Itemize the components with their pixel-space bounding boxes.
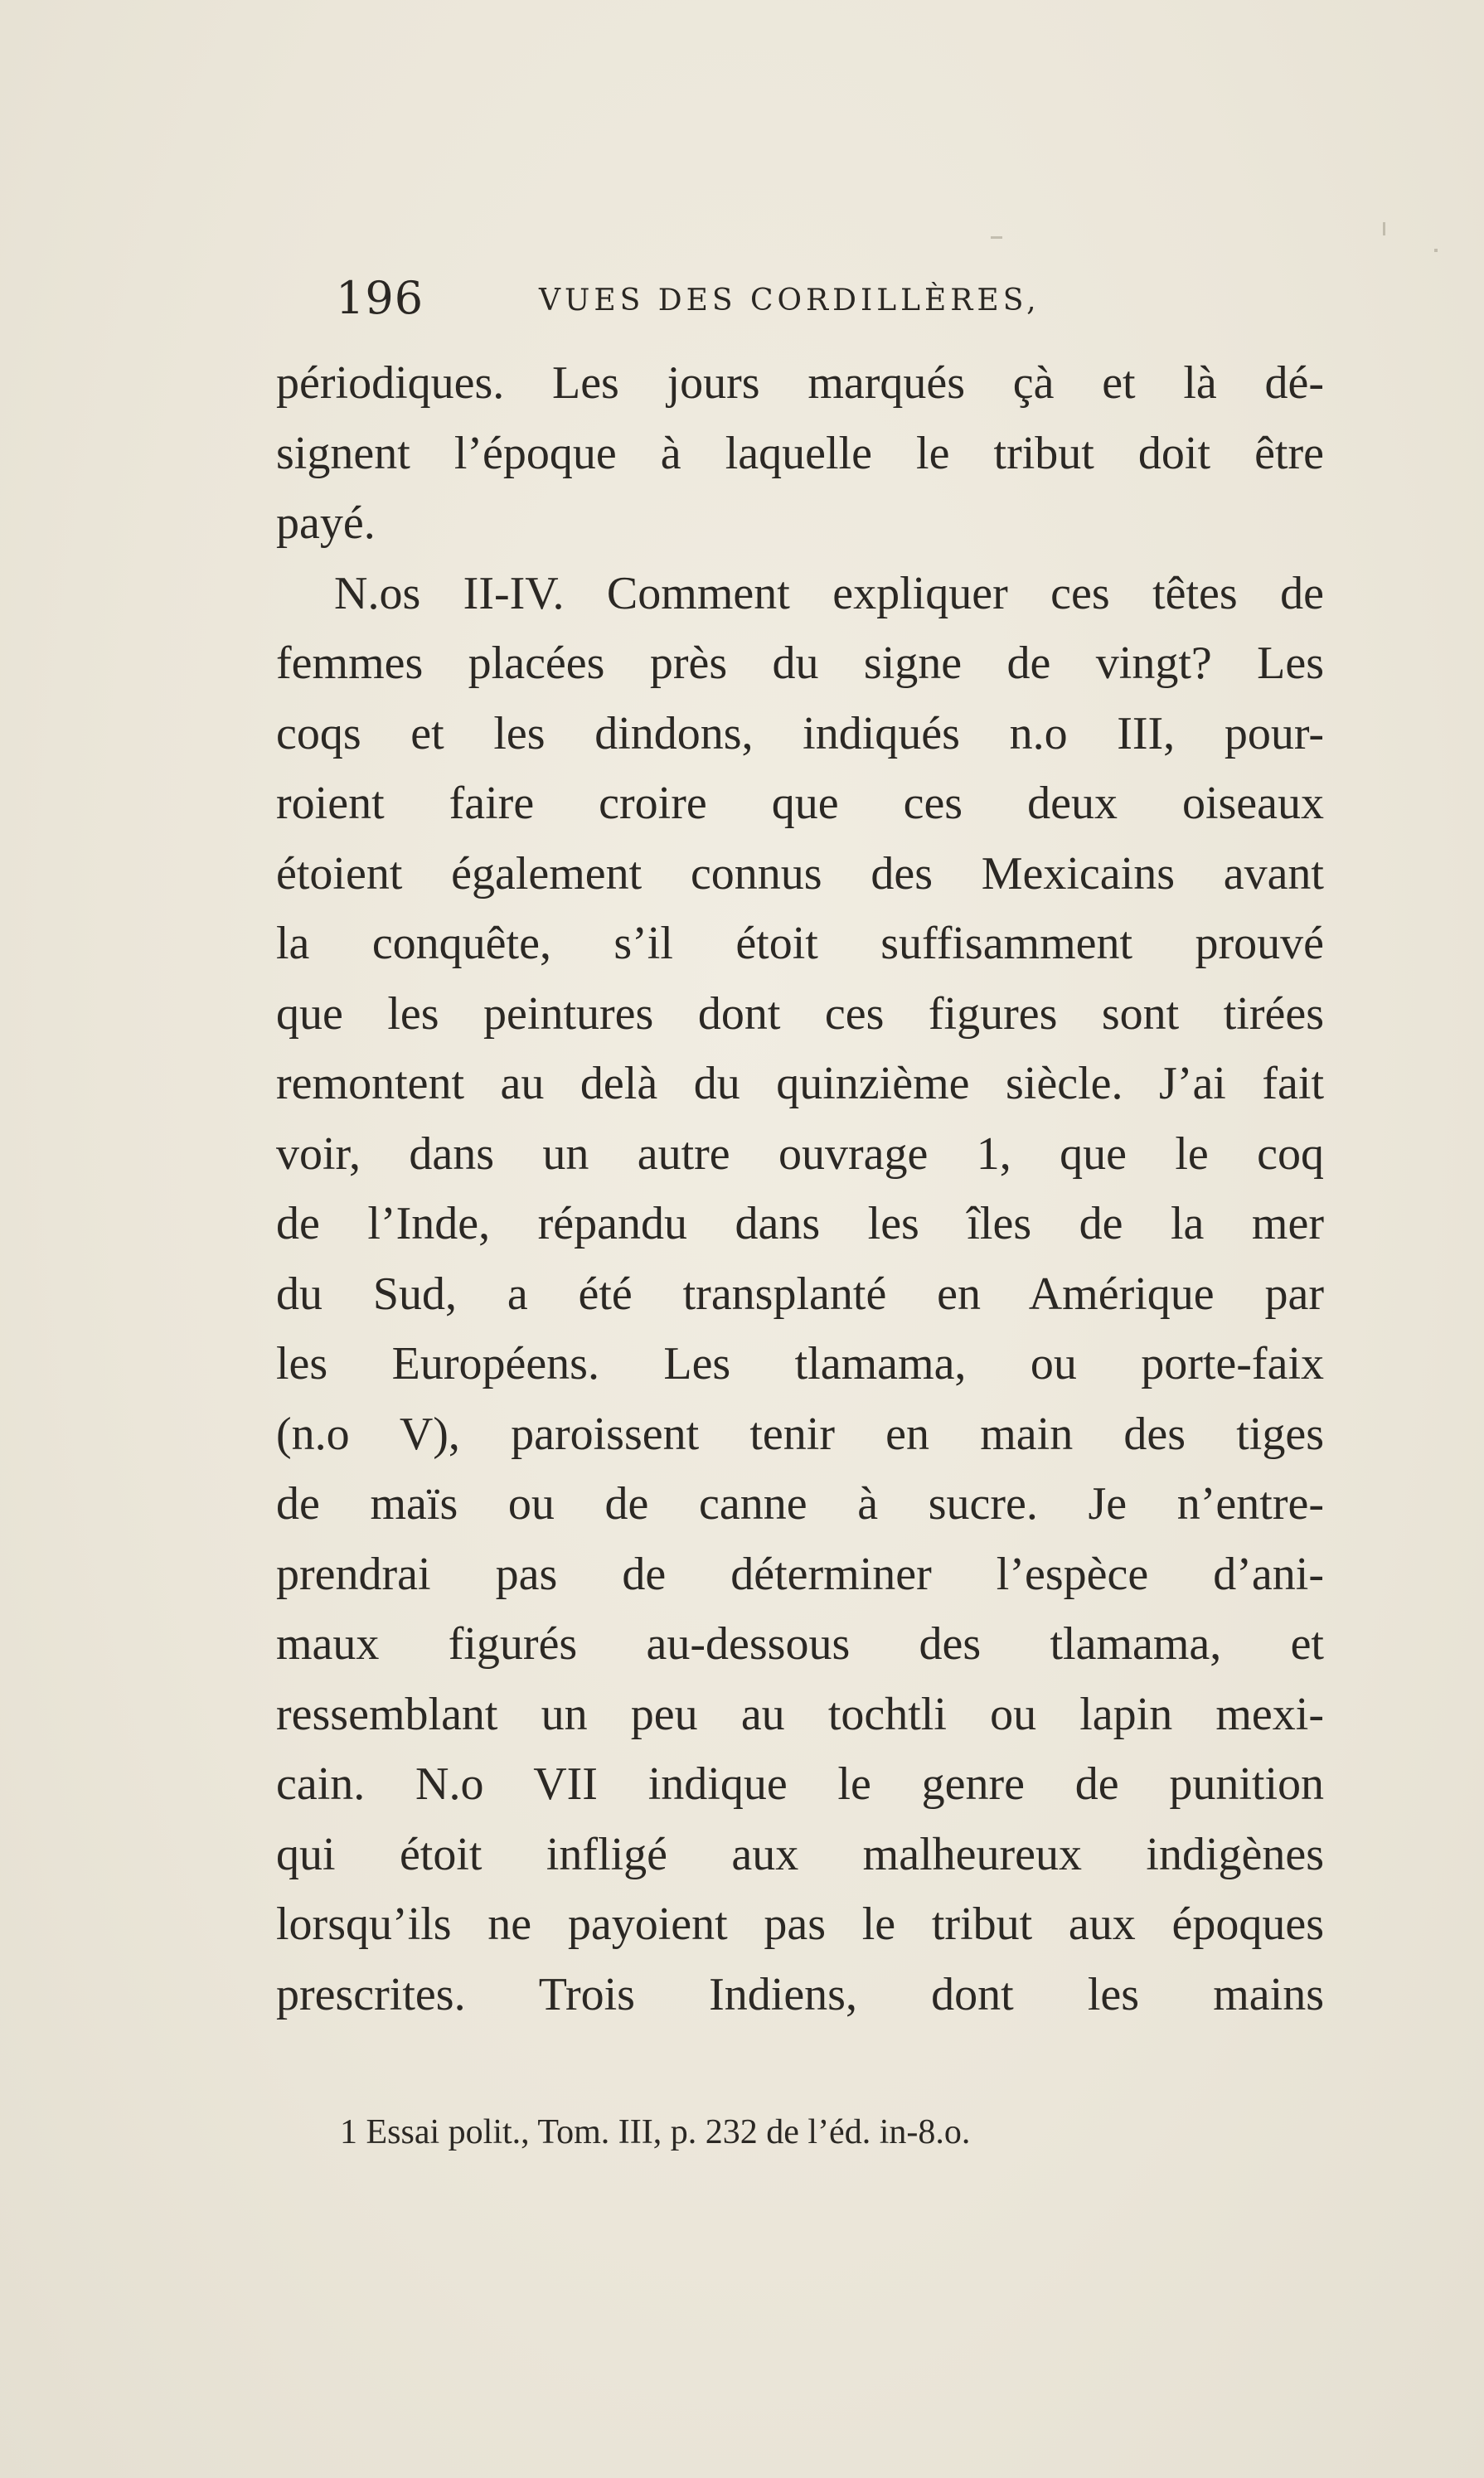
text-line: maux figurés au-dessous des tlamama, et	[276, 1618, 1324, 1670]
text-line: signent l’époque à laquelle le tribut doit être	[276, 427, 1324, 479]
text-line: du Sud, a été transplanté en Amérique par	[276, 1268, 1324, 1320]
body-text	[276, 348, 1324, 2029]
text-line: cain. N.o VII indique le genre de punition	[276, 1758, 1324, 1810]
text-line: ressemblant un peu au tochtli ou lapin mexi-	[276, 1688, 1324, 1740]
text-line: étoient également connus des Mexicains avant	[276, 847, 1324, 900]
text-line: les Européens. Les tlamama, ou porte-faix	[276, 1338, 1324, 1389]
text-line: N.os II-IV. Comment expliquer ces têtes de	[334, 567, 1324, 619]
running-head	[336, 272, 1331, 330]
text-line: prescrites. Trois Indiens, dont les mains	[276, 1968, 1324, 2020]
text-line: coqs et les dindons, indiqués n.o III, pour-	[276, 707, 1324, 759]
text-line: (n.o V), paroissent tenir en main des tiges	[276, 1408, 1324, 1460]
page-number: 196	[336, 272, 424, 324]
paper-speck	[991, 236, 1002, 239]
text-line: de l’Inde, répandu dans les îles de la mer	[276, 1198, 1324, 1249]
text-line: de maïs ou de canne à sucre. Je n’entre-	[276, 1478, 1324, 1530]
text-line: la conquête, s’il étoit suffisamment prouvé	[276, 918, 1324, 969]
paper-speck	[1383, 222, 1385, 235]
text-line: femmes placées près du signe de vingt? Les	[276, 638, 1324, 689]
text-line: qui étoit infligé aux malheureux indigènes	[276, 1828, 1324, 1880]
text-line: voir, dans un autre ouvrage 1, que le coq	[276, 1127, 1324, 1180]
running-title: VUES DES CORDILLÈRES,	[539, 284, 1040, 318]
text-line: remontent au delà du quinzième siècle. J’ai fait	[276, 1058, 1324, 1109]
text-line: payé.	[276, 497, 376, 549]
paper-speck	[1434, 249, 1438, 252]
footnote: 1 Essai polit., Tom. III, p. 232 de l’éd. in-8.o.	[340, 2113, 971, 2151]
text-line: que les peintures dont ces figures sont tirées	[276, 987, 1324, 1040]
text-line: prendrai pas de déterminer l’espèce d’ani-	[276, 1548, 1324, 1600]
text-line: périodiques. Les jours marqués çà et là dé-	[276, 357, 1324, 409]
text-line: lorsqu’ils ne payoient pas le tribut aux époques	[276, 1899, 1324, 1950]
text-line: roient faire croire que ces deux oiseaux	[276, 778, 1324, 829]
